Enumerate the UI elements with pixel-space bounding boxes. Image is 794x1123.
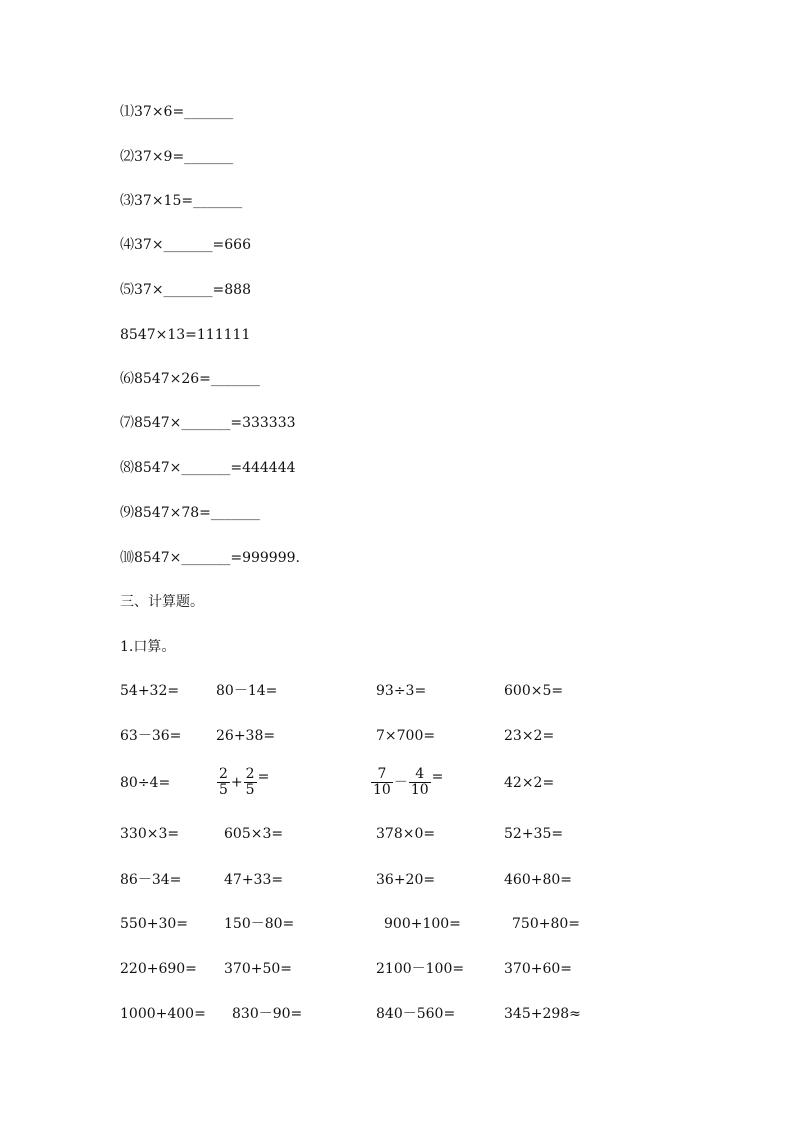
subsection-title: 1.口算。 [120,639,176,655]
fraction-expression-2 [370,767,443,798]
problem-5: ⑸37×_______=888 [120,282,251,298]
oral-item: 86－34= [120,872,182,888]
oral-item: 840－560= [376,1006,456,1022]
numerator: 2 [219,766,228,782]
problem-4: ⑷37×_______=666 [120,237,251,253]
fraction-expression-1 [216,767,269,798]
oral-item: 80÷4= [120,775,171,791]
problem-8: ⑻8547×_______=444444 [120,460,296,476]
problem-1: ⑴37×6=_______ [120,104,234,120]
oral-item: 830－90= [232,1006,303,1022]
oral-item: 26+38= [216,728,276,744]
problem-6: ⑹8547×26=_______ [120,371,260,387]
operator: + [230,774,243,791]
problem-3: ⑶37×15=_______ [120,193,243,209]
fraction [244,767,257,798]
oral-item: 1000+400= [120,1006,206,1022]
oral-item: 605×3= [224,826,284,842]
problem-10: ⑽8547×_______=999999. [120,550,300,566]
numerator: 7 [371,767,393,783]
oral-item: 80－14= [216,683,278,699]
oral-item: 330×3= [120,826,180,842]
equals-sign: = [431,768,444,785]
oral-item: 23×2= [504,728,555,744]
oral-item: 370+50= [224,961,292,977]
operator: － [393,774,408,791]
oral-item: 150－80= [224,916,295,932]
oral-item: 42×2= [504,775,555,791]
oral-item: 52+35= [504,826,564,842]
oral-item: 54+32= [120,683,180,699]
oral-item: 36+20= [376,872,436,888]
oral-item: 460+80= [504,872,572,888]
equals-sign: = [257,768,270,785]
oral-item: 63－36= [120,728,182,744]
fraction [409,767,431,798]
fraction [217,767,230,798]
problem-2: ⑵37×9=_______ [120,149,234,165]
numerator: 4 [409,767,431,783]
oral-item: 47+33= [224,872,284,888]
denominator: 10 [410,782,429,798]
problem-9: ⑼8547×78=_______ [120,505,260,521]
oral-item: 2100－100= [376,961,465,977]
oral-item: 220+690= [120,961,197,977]
denominator: 5 [219,782,228,798]
oral-item: 93÷3= [376,683,427,699]
oral-item: 7×700= [376,728,436,744]
example-line: 8547×13=111111 [120,327,251,343]
oral-item: 550+30= [120,916,188,932]
oral-item: 370+60= [504,961,572,977]
numerator: 2 [245,766,255,782]
oral-item: 750+80= [512,916,580,932]
denominator: 10 [373,782,391,798]
fraction [371,767,393,798]
problem-7: ⑺8547×_______=333333 [120,415,296,431]
oral-item: 900+100= [384,916,461,932]
denominator: 5 [245,782,255,798]
oral-item: 345+298≈ [504,1006,581,1022]
section-title: 三、计算题。 [120,594,204,610]
oral-item: 378×0= [376,826,436,842]
oral-item: 600×5= [504,683,564,699]
